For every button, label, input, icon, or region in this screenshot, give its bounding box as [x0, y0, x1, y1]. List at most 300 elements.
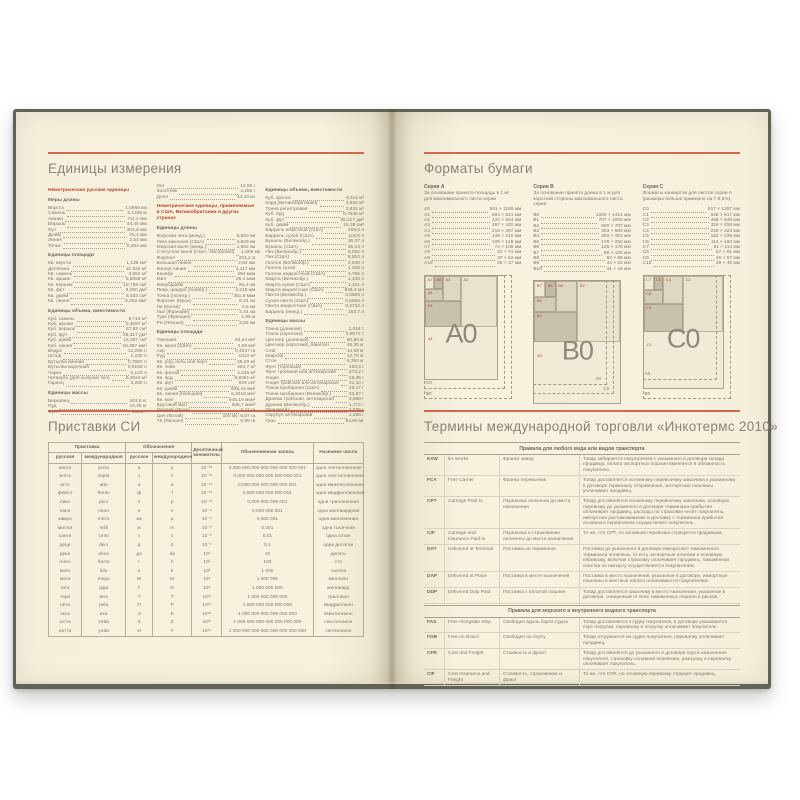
- dot-leader: [77, 328, 124, 333]
- unit-name: Слаг: [265, 348, 277, 354]
- unit-value: 1,101 л: [347, 282, 365, 288]
- unit-name: Кв. верста: [48, 261, 72, 267]
- si-factor: 10⁻²⁴: [192, 463, 222, 472]
- si-symbol-int: T: [152, 593, 191, 602]
- red-subheading: Неметрические единицы, применяемые в США, Великобритании и других странах: [156, 204, 255, 222]
- unit-value: 3,345 м²: [237, 370, 256, 376]
- unit-name: Пек (Великобр.): [265, 250, 301, 256]
- si-factor: 10⁻¹⁸: [192, 481, 222, 490]
- dot-leader: [209, 289, 233, 294]
- si-prefix-ru: иокто: [49, 463, 82, 472]
- block-heading: Единицы объема, вместимости: [48, 308, 125, 314]
- dot-leader: [181, 371, 235, 376]
- si-prefix-int: deci: [82, 541, 126, 550]
- dot-leader: [651, 245, 712, 250]
- si-plain-number: 0,000 000 000 000 000 000 000 001: [222, 463, 313, 472]
- format-name: C10: [642, 261, 652, 267]
- unit-name: Куб. фатом: [265, 196, 291, 201]
- si-symbol-ru: Г: [126, 584, 153, 593]
- ghost-outline: [424, 275, 512, 399]
- incoterm-code: DAT: [427, 547, 437, 553]
- si-header-number: Название числа: [313, 443, 363, 464]
- si-number-name: секстиллион: [313, 619, 363, 628]
- series-note: Форматы конвертов для листов серии A (размеры больше примерно на 7-8,5%): [642, 191, 732, 202]
- block-heading: Единицы массы: [48, 390, 88, 396]
- si-number-name: одна секстиллионная: [313, 472, 363, 481]
- unit-value: 25,4 мкм: [235, 277, 256, 283]
- dot-leader: [86, 360, 126, 365]
- si-factor: 10⁻²¹: [192, 472, 222, 481]
- dot-leader: [175, 272, 235, 277]
- si-prefix-ru: микро: [49, 515, 82, 524]
- si-factor: 10²⁴: [192, 627, 222, 636]
- dot-leader: [64, 239, 128, 244]
- unit-value: 2,59 км²: [237, 343, 256, 349]
- incoterm-description: Товар забирается покупателем с указанного в договоре склада продавца, оплата экспортных пошлин вменяется в обязанность покупателю.: [579, 455, 740, 475]
- unit-block: [48, 198, 147, 249]
- unit-value: 9,713 м³: [128, 316, 147, 322]
- unit-name: Аршин: [48, 216, 64, 222]
- dot-leader: [312, 403, 347, 408]
- unit-name: Сажень: [48, 211, 66, 217]
- unit-value: 304,8 мм: [126, 227, 147, 233]
- dot-leader: [300, 245, 346, 250]
- dot-leader: [91, 366, 126, 371]
- sub-label: C5: [646, 291, 652, 297]
- si-number-name: одна миллионная: [313, 515, 363, 524]
- unit-value: 1,609 км: [241, 250, 260, 256]
- incoterm-russian-name: Стоимость и фрахт: [499, 649, 579, 669]
- dot-leader: [112, 376, 124, 381]
- unit-name: Галлон (Великобр.): [265, 260, 309, 266]
- unit-name: Стон: [265, 359, 277, 365]
- unit-value: 6,4516 мм²: [231, 392, 256, 398]
- unit-block: [48, 309, 147, 387]
- unit-value: 3,888 г: [348, 397, 365, 403]
- incoterm-english-name: Free Alongside Ship: [444, 618, 499, 633]
- incoterm-russian-name: Франко перевозчик: [499, 476, 579, 496]
- sub-label: C4: [665, 277, 672, 283]
- unit-value: 404,7 м²: [237, 365, 256, 371]
- format-size: 26 × 37 мм: [497, 261, 522, 267]
- si-row: [49, 498, 364, 507]
- unit-name: Кв. фатом: [156, 370, 180, 376]
- unit-block: [265, 188, 364, 315]
- si-symbol-ru: з: [126, 472, 153, 481]
- incoterms-group-title: Правила для любого вида или видов транспорта: [424, 442, 740, 455]
- unit-value: 4,828 км: [236, 239, 256, 245]
- format-size: 707 × 1000 мм: [598, 218, 631, 224]
- si-prefix-int: tera: [82, 593, 126, 602]
- si-symbol-ru: М: [126, 576, 153, 585]
- si-subheader: русская: [49, 453, 82, 463]
- incoterm-description: Товар доставляется к судну покупателя, в договоре указывается порт погрузки, перевалку и погрузку оплачивает покупатель.: [579, 618, 740, 633]
- unit-value: 31,10 г: [348, 381, 365, 386]
- format-size: 324 × 458 мм: [710, 223, 740, 229]
- si-symbol-ru: г: [126, 558, 153, 567]
- dot-leader: [432, 240, 490, 245]
- si-symbol-int: p: [152, 498, 191, 507]
- unit-name: Куб. аршин: [48, 321, 74, 327]
- dot-leader: [73, 262, 124, 267]
- unit-value: 12,80 г: [240, 184, 256, 189]
- dot-leader: [541, 240, 599, 245]
- unit-name: Пинта жидкостная (США): [265, 304, 322, 310]
- format-size: 297 × 420 мм: [491, 223, 522, 229]
- incoterm-description: Товар доставляется заказчику в место назначения, указанное в договоре, очищенный от всех таможенных пошлин и рисков.: [579, 588, 740, 603]
- unit-row: [157, 195, 256, 200]
- incoterm-description: Поставка в место назначения, указанное в договоре, импортные пошлины и местные налоги оплачиваются покупателем.: [579, 572, 740, 587]
- unit-block: [157, 204, 256, 222]
- unit-value: 5,560 км: [236, 234, 256, 240]
- si-symbol-ru: и: [126, 463, 153, 472]
- unit-value: 506,7 мкм²: [231, 403, 256, 408]
- unit-name: Морская миля (межд.): [156, 245, 207, 251]
- dot-leader: [186, 321, 238, 326]
- si-row: [49, 601, 364, 610]
- si-prefix-int: peta: [82, 601, 126, 610]
- incoterm-code: FOB: [427, 635, 438, 641]
- incoterm-row: [424, 572, 740, 588]
- paper-diagram-b: [533, 280, 630, 414]
- dot-leader: [185, 420, 238, 425]
- si-plain-number: 0,000 000 000 001: [222, 498, 313, 507]
- unit-value: 28,317 дм³: [122, 332, 147, 338]
- format-size: 648 × 917 мм: [710, 212, 740, 218]
- si-number-name: одна десятая: [313, 541, 363, 550]
- format-size: 917 × 1297 мм: [707, 207, 740, 213]
- unit-row: [48, 410, 147, 415]
- si-plain-number: 0,01: [222, 533, 313, 542]
- format-size: 420 × 594 мм: [491, 218, 522, 223]
- unit-value: 3,93 км: [239, 320, 256, 326]
- unit-value: 10 925 м²: [125, 266, 147, 272]
- si-symbol-ru: Т: [126, 593, 153, 602]
- si-prefix-ru: санти: [49, 533, 82, 542]
- unit-name: Пика, цицеро (полигр.): [156, 288, 208, 294]
- dot-leader: [191, 310, 237, 315]
- dot-leader: [73, 278, 124, 283]
- sub-label: A1: [428, 336, 433, 342]
- dot-leader: [69, 333, 121, 338]
- dot-leader: [64, 349, 126, 354]
- unit-name: Кв. род, поль или перч: [156, 359, 207, 365]
- si-number-name: десять: [313, 550, 363, 559]
- unit-name: Линия: [48, 238, 62, 244]
- unit-value: 0,7687 л: [127, 359, 147, 365]
- unit-name: Лига законная (США): [156, 239, 204, 245]
- si-factor: 10¹⁵: [192, 601, 222, 610]
- units-column: [156, 184, 260, 428]
- unit-value: 14,59 кг: [346, 348, 365, 354]
- format-list: [424, 207, 521, 266]
- sub-label: B6: [547, 282, 553, 288]
- dot-leader: [304, 327, 347, 332]
- incoterm-english-name: Cost Insurance and Freight: [444, 670, 499, 685]
- unit-value: 163,8 кг: [129, 398, 147, 404]
- sub-label: A2: [463, 277, 469, 283]
- si-row: [49, 593, 364, 602]
- incoterm-description: Товар доставляется основному перевозчику заказчика, основную перевозку до указанного в договоре терминала прибытия оплачивает продавец, расходы по страховке несёт покупатель, импортное растаможивание и доставку с терминала прибытия основного перевозчика осуществляет покупатель.: [579, 497, 740, 528]
- si-plain-number: 1 000: [222, 567, 313, 576]
- si-number-name: одна миллиардная: [313, 507, 363, 516]
- format-name: C7: [642, 245, 649, 251]
- dot-leader: [541, 213, 594, 218]
- accent-rule: [48, 152, 364, 154]
- dot-leader: [331, 344, 345, 349]
- format-size: 40 × 57 мм: [715, 255, 740, 261]
- dot-leader: [312, 240, 346, 245]
- unit-value: 6,116 м³: [346, 196, 365, 201]
- unit-name: Куб. ярд: [265, 212, 284, 218]
- unit-name: Кв. дюйм: [156, 386, 178, 392]
- si-symbol-ru: д: [126, 541, 153, 550]
- si-number-name: одна триллионная: [313, 498, 363, 507]
- incoterm-description: Товар доставляется до указанного в договоре порта назначения покупателя, страховку основной перевозки, разгрузку и перевалку оплачивает покупатель.: [579, 649, 740, 669]
- unit-name: Кварта сухая (США): [265, 282, 311, 288]
- incoterm-code: FCA: [427, 478, 437, 484]
- unit-name: Мил: [156, 277, 167, 283]
- si-row: [49, 550, 364, 559]
- dot-leader: [304, 310, 346, 315]
- unit-value: 711,2 мм: [127, 216, 147, 222]
- si-factor: 10⁻²: [192, 533, 222, 542]
- format-name: C8: [642, 250, 649, 256]
- unit-value: 19,758 см²: [123, 282, 147, 288]
- si-row: [49, 558, 364, 567]
- unit-value: 2,54 мм: [238, 261, 256, 267]
- si-prefix-int: femto: [82, 490, 126, 499]
- unit-value: 44,45 мм: [126, 222, 147, 228]
- block-heading: Единицы объема, вместимости: [265, 188, 343, 193]
- si-symbol-int: c: [152, 533, 191, 542]
- si-plain-number: 1 000 000: [222, 576, 313, 585]
- si-symbol-ru: с: [126, 533, 153, 542]
- incoterms-group: [424, 442, 740, 604]
- format-name: A5: [424, 234, 430, 240]
- format-name: B8: [533, 256, 540, 262]
- unit-value: 1,138 км²: [126, 261, 147, 267]
- format-size: 250 × 353 мм: [601, 234, 631, 240]
- format-size: 28 × 40 мм: [715, 261, 740, 267]
- ghost-label: B0: [426, 390, 432, 396]
- dot-leader: [278, 349, 345, 354]
- format-name: C0: [642, 207, 649, 213]
- unit-value: 45,36 кг: [346, 343, 365, 349]
- unit-name: Кв. аршин: [48, 277, 71, 283]
- open-spread: [16, 112, 778, 684]
- si-prefix-int: centi: [82, 533, 126, 542]
- dot-leader: [71, 300, 123, 305]
- si-symbol-int: y: [152, 463, 191, 472]
- unit-name: Скрупул аптекарский: [265, 413, 313, 419]
- unit-value: 115,6 л: [348, 233, 365, 239]
- dot-leader: [204, 393, 229, 398]
- ghost-label: C0: [426, 379, 432, 385]
- dot-leader: [432, 251, 495, 256]
- si-plain-number: 0,000 000 000 000 000 001: [222, 481, 313, 490]
- dot-leader: [285, 354, 344, 359]
- dot-leader: [541, 224, 599, 229]
- si-number-name: одна тысячная: [313, 524, 363, 533]
- unit-value: 25,29 м²: [237, 359, 256, 365]
- si-prefix-ru: гига: [49, 584, 82, 593]
- si-row: [49, 490, 364, 499]
- si-number-name: одна квинтиллионная: [313, 481, 363, 490]
- dot-leader: [311, 261, 346, 266]
- unit-value: 0,2624 м³: [125, 375, 147, 381]
- format-size: 176 × 250 мм: [601, 239, 631, 245]
- unit-name: Кв. мил: [156, 397, 174, 403]
- unit-name: Доля: [156, 194, 168, 200]
- unit-block: [48, 188, 147, 194]
- unit-name: Лот: [156, 184, 165, 189]
- format-size: 74 × 105 мм: [494, 245, 522, 251]
- incoterm-russian-name: Поставка на терминале: [499, 545, 579, 571]
- dot-leader: [544, 267, 605, 272]
- si-row: [49, 619, 364, 628]
- unit-value: 6,452 мм²: [125, 299, 147, 305]
- si-symbol-ru: п: [126, 498, 153, 507]
- incoterm-english-name: Ex Works: [444, 455, 499, 475]
- si-row: [49, 463, 364, 472]
- format-row: [424, 261, 521, 266]
- unit-name: Цин (Китай): [156, 413, 184, 419]
- unit-value: 1,95 м: [241, 315, 256, 321]
- si-row: [49, 524, 364, 533]
- unit-name: Фунт (торговый): [265, 364, 302, 370]
- incoterm-description: Поставка до указанного в договоре импортного таможенного терминала оплачена, то есть экспортные платежи и основную перевозку, включая страховку оплачивает продавец, таможенная очистка по импорту осуществляется покупателем.: [579, 545, 740, 571]
- unit-value: 0,4047 га: [235, 348, 256, 354]
- si-plain-number: 0,1: [222, 541, 313, 550]
- si-number-name: сто: [313, 558, 363, 567]
- format-name: A9: [424, 255, 430, 261]
- unit-name: Галлон жидкостный (США): [265, 271, 326, 277]
- incoterm-english-name: Carriage and Insurance Paid to: [444, 529, 499, 544]
- dot-leader: [73, 339, 121, 344]
- unit-value: 93,24 км²: [235, 338, 256, 344]
- incoterm-description: То же, что CPT, но основная перевозка страхуется продавцом.: [579, 529, 740, 544]
- dot-leader: [541, 262, 604, 267]
- unit-name: Фут: [48, 227, 57, 233]
- format-list: [643, 207, 740, 266]
- format-size: 841 × 1189 мм: [489, 207, 522, 213]
- si-plain-number: 1 000 000 000 000 000 000 000 000: [222, 627, 313, 636]
- dot-leader: [71, 399, 127, 404]
- dot-leader: [67, 289, 124, 294]
- unit-name: Чарка: [48, 370, 62, 376]
- si-symbol-int: m: [152, 524, 191, 533]
- unit-value: 9,092 л: [347, 250, 365, 256]
- format-size: 148 × 210 мм: [491, 234, 522, 240]
- si-section-title: Приставки СИ: [48, 419, 141, 434]
- incoterm-russian-name: Поставка в месте назначения: [499, 572, 579, 587]
- unit-value: 159,0 л: [347, 228, 365, 234]
- dot-leader: [324, 305, 343, 310]
- incoterm-row: [424, 529, 740, 545]
- format-size: 353 × 500 мм: [601, 229, 631, 234]
- si-header-factor: Десятичный множитель: [192, 443, 222, 464]
- incoterm-code: DDP: [427, 589, 438, 595]
- unit-value: 0,11 га: [240, 408, 256, 414]
- si-plain-number: 0,000 000 001: [222, 507, 313, 516]
- unit-name: Фунт тройский или аптекарский: [265, 370, 336, 376]
- dot-leader: [167, 349, 233, 354]
- unit-row: [265, 419, 364, 424]
- unit-value: 4,405 л: [347, 266, 365, 272]
- unit-value: 2,117 мм: [235, 266, 256, 272]
- unit-name: Кв. фут: [48, 288, 65, 294]
- format-size: 114 × 162 мм: [710, 239, 740, 245]
- incoterm-row: [424, 633, 740, 649]
- block-heading: Единицы длины: [156, 226, 197, 232]
- dot-leader: [74, 283, 121, 288]
- format-name: A7: [424, 245, 430, 251]
- dot-leader: [74, 344, 120, 349]
- si-subheader: международная: [82, 453, 126, 463]
- dot-leader: [287, 218, 339, 223]
- si-factor: 10⁻¹: [192, 541, 222, 550]
- si-factor: 10⁻⁹: [192, 507, 222, 516]
- unit-name: Кв. линия: [48, 299, 70, 305]
- incoterm-russian-name: Перевозка и страхование оплачены до места назначения: [499, 529, 579, 544]
- unit-name: Тонна (длинная): [265, 326, 302, 332]
- unit-value: 0,9072 т: [345, 332, 365, 338]
- incoterm-russian-name: Стоимость, страхование и фрахт: [499, 670, 579, 685]
- unit-name: Гарнец: [48, 381, 64, 387]
- unit-name: Ли (Китай): [156, 304, 180, 310]
- dot-leader: [185, 414, 221, 419]
- unit-row: [157, 419, 256, 424]
- si-prefix-int: nano: [82, 507, 126, 516]
- incoterm-code: CIP: [427, 531, 435, 537]
- si-row: [49, 567, 364, 576]
- unit-value: 1,016 т: [348, 326, 365, 332]
- unit-value: 1,852 км: [236, 245, 256, 251]
- dot-leader: [651, 224, 709, 229]
- si-number-name: одна квадриллионная: [313, 490, 363, 499]
- unit-value: 0,8361 м²: [234, 375, 256, 381]
- units-column: [265, 184, 364, 428]
- unit-block: [265, 319, 364, 424]
- si-plain-number: 1 000 000 000 000 000 000 000: [222, 619, 313, 628]
- unit-value: 0,5058 м²: [125, 277, 147, 283]
- si-factor: 10²¹: [192, 619, 222, 628]
- dot-leader: [193, 300, 237, 305]
- unit-value: 0,254 мм: [126, 243, 147, 249]
- dot-leader: [179, 190, 238, 195]
- si-factor: 10³: [192, 567, 222, 576]
- unit-name: Корд (Великобритания): [265, 201, 318, 207]
- unit-name: Пинта (Великобр.): [265, 293, 307, 299]
- dot-leader: [341, 381, 347, 386]
- units-column: [48, 184, 147, 428]
- si-prefix-int: zepto: [82, 472, 126, 481]
- format-size: 31 × 44 мм: [606, 266, 631, 272]
- unit-name: Кварта жидкостная (США): [265, 287, 324, 293]
- si-factor: 10⁹: [192, 584, 222, 593]
- unit-name: Бутылка водочная: [48, 365, 89, 371]
- si-factor: 10⁻¹²: [192, 498, 222, 507]
- si-factor: 10⁶: [192, 576, 222, 585]
- unit-value: 100 му; 6,67 га: [222, 413, 256, 419]
- si-symbol-ru: И: [126, 627, 153, 636]
- si-prefix-int: yocto: [82, 463, 126, 472]
- format-size: 210 × 297 мм: [491, 228, 522, 234]
- units-section: [48, 152, 365, 425]
- unit-name: Верста: [48, 206, 64, 211]
- accent-rule: [424, 152, 740, 154]
